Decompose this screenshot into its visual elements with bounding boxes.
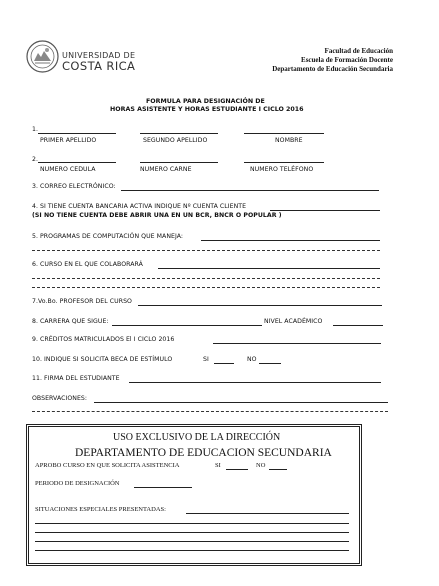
university-name-line2: COSTA RICA <box>62 59 136 73</box>
q1-second-surname-label: SEGUNDO APELLIDO <box>143 137 208 144</box>
q8-career-line[interactable] <box>112 325 262 326</box>
q11-signature-label: 11. FIRMA DEL ESTUDIANTE <box>32 375 120 382</box>
q1-name-label: NOMBRE <box>275 137 303 144</box>
department-name: Departamento de Educación Secundaria <box>272 65 393 73</box>
q6-course-line-1[interactable] <box>158 268 380 269</box>
q2-phone-number-label: NUMERO TELÉFONO <box>250 166 314 173</box>
q8-level-label: NIVEL ACADÉMICO <box>264 318 323 325</box>
q5-software-line-1[interactable] <box>201 240 380 241</box>
period-label: PERIODO DE DESIGNACIÓN <box>35 480 120 487</box>
q9-credits-label: 9. CRÉDITOS MATRICULADOS El I CICLO 2016 <box>32 336 175 343</box>
q11-signature-line[interactable] <box>129 382 381 383</box>
q1-first-surname-line[interactable] <box>38 133 116 134</box>
q3-email-label: 3. CORREO ELECTRÓNICO: <box>32 183 116 190</box>
approved-no-line[interactable] <box>269 469 287 470</box>
approved-no-label: NO <box>256 462 266 469</box>
q2-number: 2. <box>32 156 39 163</box>
q7-professor-label: 7.Vo.Bo. PROFESOR DEL CURSO <box>32 298 132 305</box>
special-situations-line-4[interactable] <box>35 541 349 542</box>
faculty-name: Facultad de Educación <box>324 47 393 55</box>
observations-line-2[interactable] <box>32 411 388 412</box>
q8-level-line[interactable] <box>333 325 383 326</box>
special-situations-line-5[interactable] <box>35 550 349 551</box>
q1-number: 1. <box>32 126 39 133</box>
university-seal-icon <box>26 40 59 73</box>
special-situations-line-1[interactable] <box>186 513 349 514</box>
institution-block <box>272 47 393 74</box>
q10-yes-label: SI <box>203 356 209 363</box>
form-title-line2: HORAS ASISTENTE Y HORAS ESTUDIANTE I CICLO 2016 <box>110 106 304 113</box>
q10-no-line[interactable] <box>259 363 281 364</box>
q1-name-line[interactable] <box>244 133 324 134</box>
q6-course-label: 6. CURSO EN EL QUE COLABORARÁ <box>32 261 143 268</box>
q6-course-line-3[interactable] <box>32 287 380 288</box>
special-situations-line-3[interactable] <box>35 532 349 533</box>
q7-professor-line[interactable] <box>138 305 382 306</box>
q4-bank-account-note: (SI NO TIENE CUENTA DEBE ABRIR UNA EN UN BCR, BNCR O POPULAR ) <box>32 212 282 219</box>
period-line[interactable] <box>134 487 192 488</box>
special-situations-line-2[interactable] <box>35 523 349 524</box>
q6-course-line-2[interactable] <box>32 278 380 279</box>
q10-no-label: NO <box>247 356 257 363</box>
q8-career-label: 8. CARRERA QUE SIGUE: <box>32 318 109 325</box>
direction-box-title: USO EXCLUSIVO DE LA DIRECCIÓN <box>113 432 281 443</box>
q2-id-number-label: NUMERO CEDULA <box>40 166 96 173</box>
q1-second-surname-line[interactable] <box>140 133 218 134</box>
q2-id-number-line[interactable] <box>38 162 116 163</box>
direction-box-department: DEPARTAMENTO DE EDUCACION SECUNDARIA <box>75 447 332 459</box>
q1-first-surname-label: PRIMER APELLIDO <box>40 137 97 144</box>
observations-label: OBSERVACIONES: <box>32 395 88 402</box>
university-name-line1: UNIVERSIDAD DE <box>62 51 136 60</box>
q5-software-label: 5. PROGRAMAS DE COMPUTACIÓN QUE MANEJA: <box>32 233 184 240</box>
direction-box <box>26 424 362 566</box>
q2-card-number-line[interactable] <box>140 162 218 163</box>
q5-software-line-2[interactable] <box>32 250 380 251</box>
q10-yes-line[interactable] <box>214 363 234 364</box>
approved-label: APROBO CURSO EN QUE SOLICITA ASISTENCIA <box>35 462 180 469</box>
observations-line-1[interactable] <box>94 402 388 403</box>
special-situations-label: SITUACIONES ESPECIALES PRESENTADAS: <box>35 506 166 513</box>
university-logo <box>26 40 59 73</box>
q2-phone-number-line[interactable] <box>244 162 324 163</box>
q4-bank-account-line[interactable] <box>270 210 380 211</box>
q4-bank-account-label: 4. SI TIENE CUENTA BANCARIA ACTIVA INDIQUE Nº CUENTA CLIENTE <box>32 203 247 210</box>
approved-yes-line[interactable] <box>226 469 248 470</box>
approved-yes-label: SI <box>215 462 221 469</box>
q10-scholarship-label: 10. INDIQUE SI SOLICITA BECA DE ESTÍMULO <box>32 356 173 363</box>
form-title-line1: FORMULA PARA DESIGNACIÓN DE <box>146 98 265 105</box>
q2-card-number-label: NUMERO CARNE <box>140 166 192 173</box>
q9-credits-line[interactable] <box>213 343 381 344</box>
q3-email-line[interactable] <box>121 190 379 191</box>
school-name: Escuela de Formación Docente <box>301 56 393 64</box>
